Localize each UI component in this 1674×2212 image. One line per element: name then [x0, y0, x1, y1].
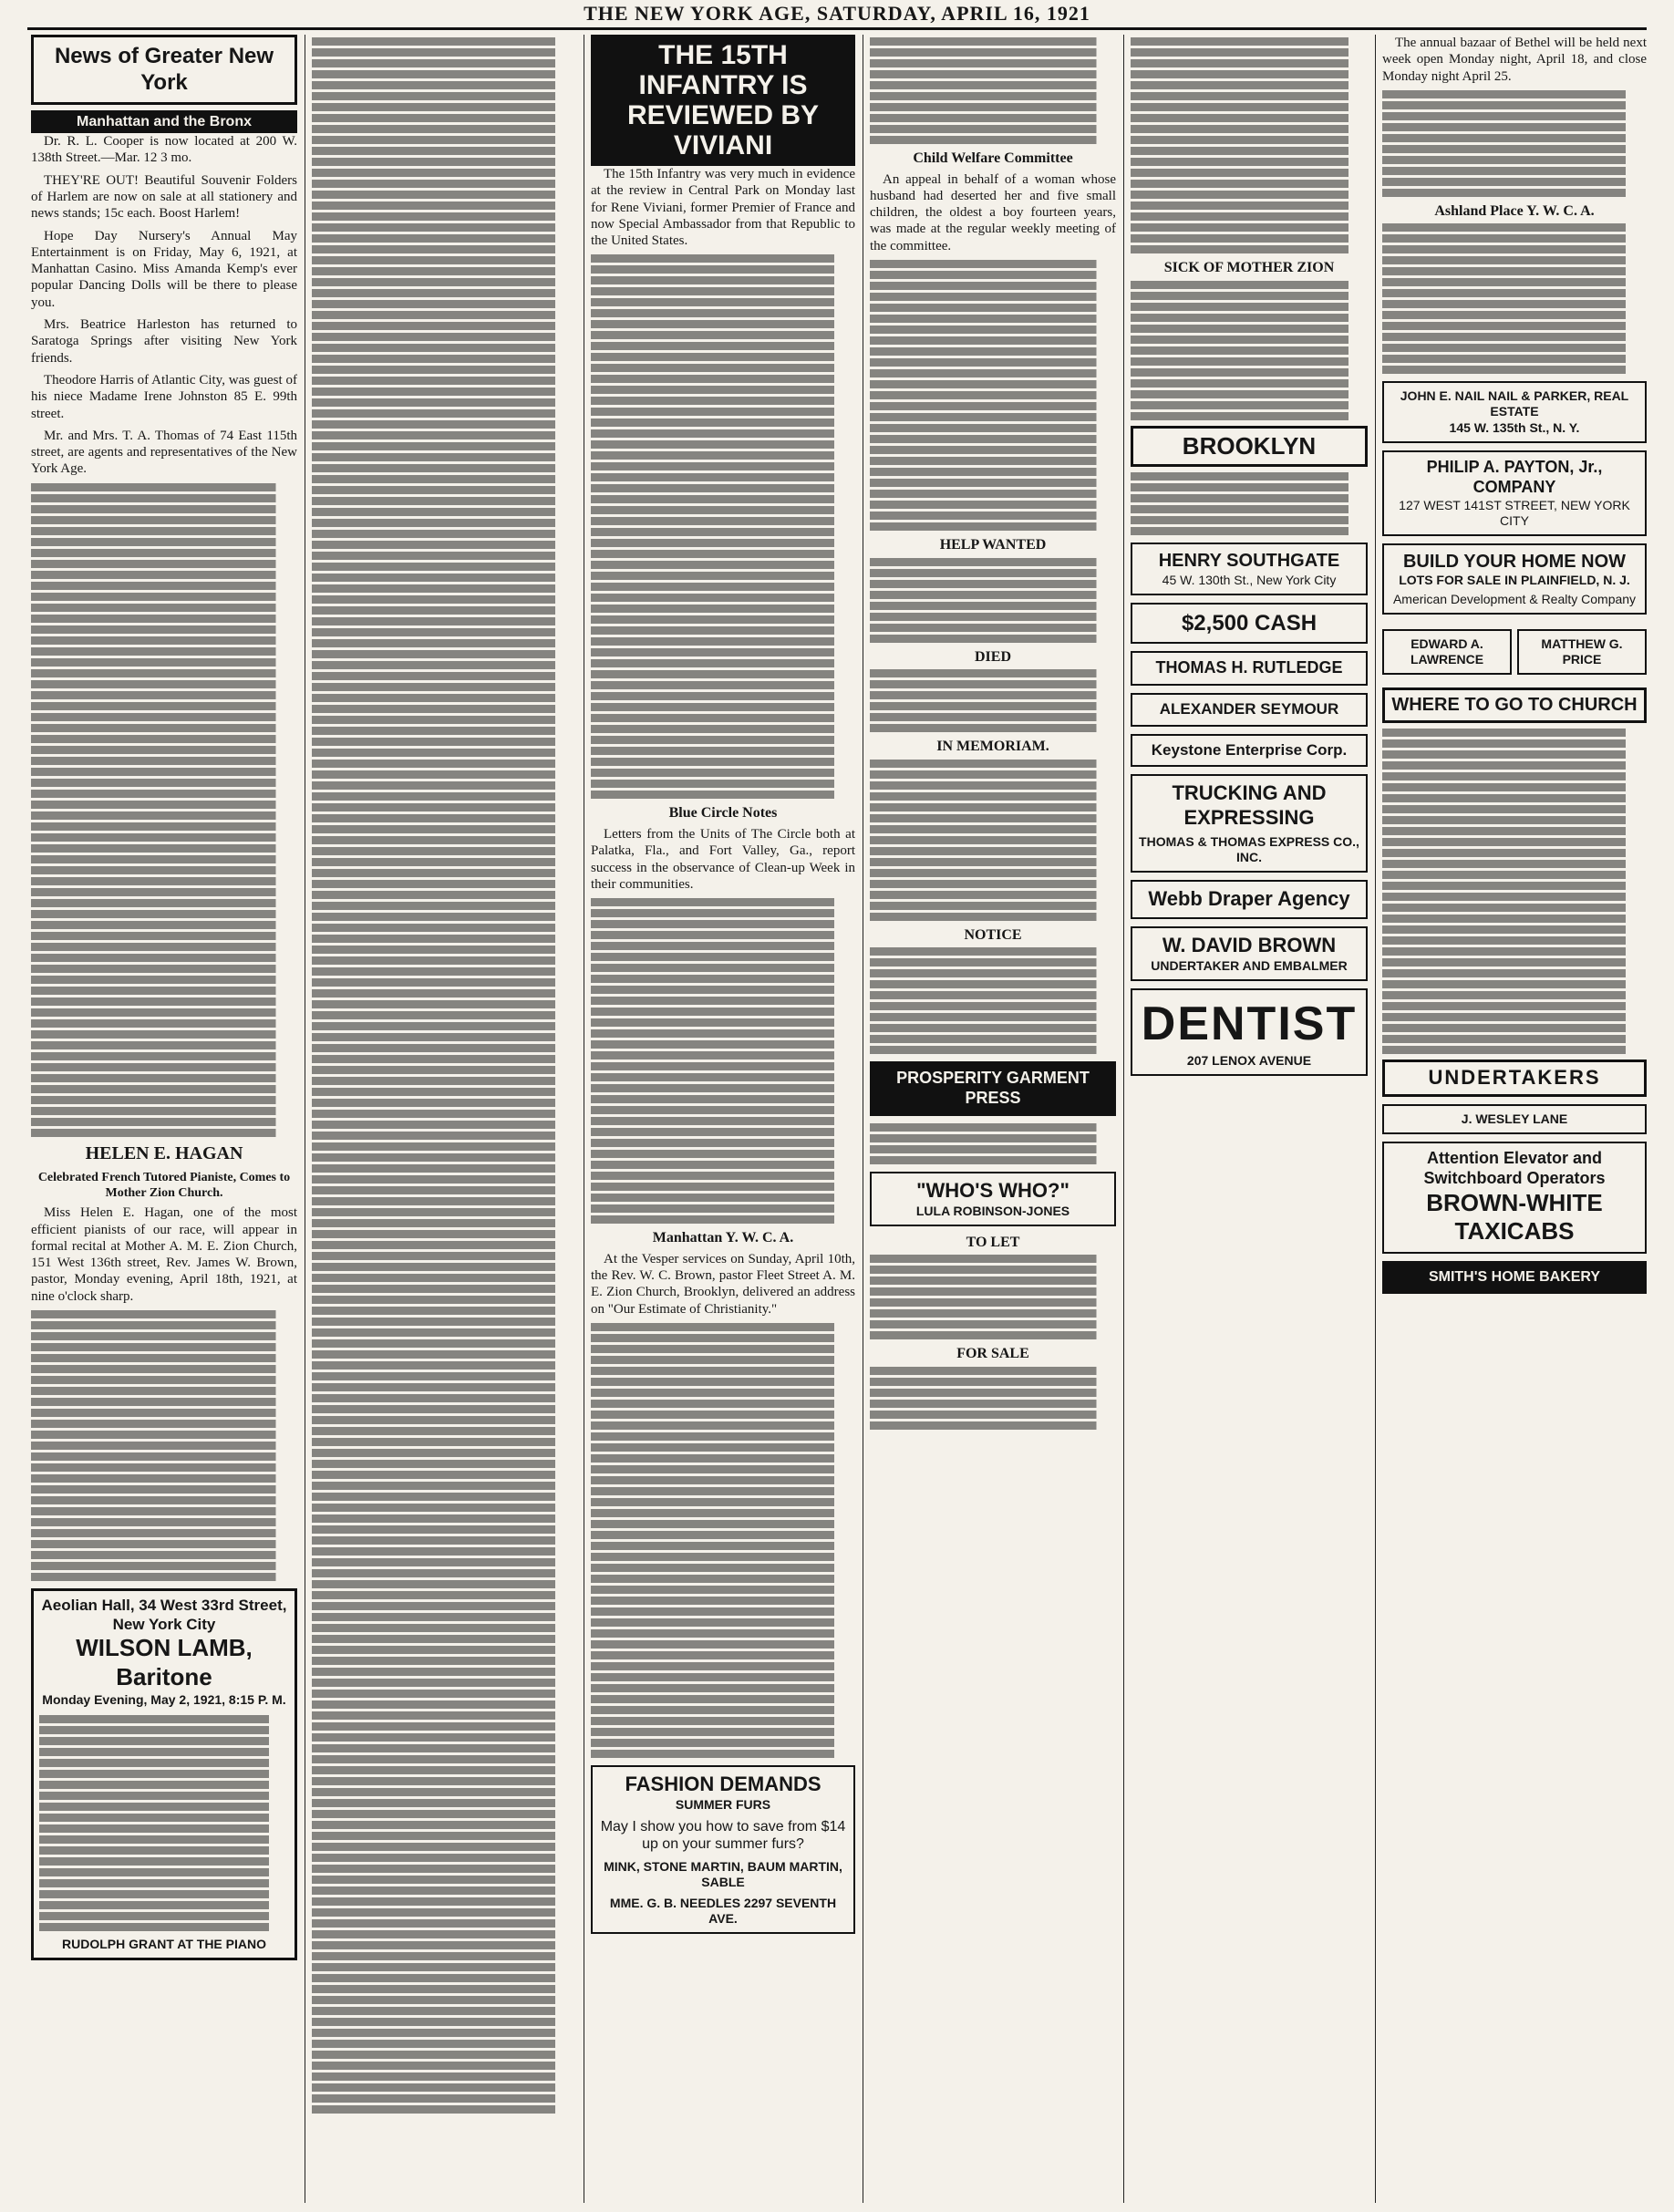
section-title: News of Greater New York [31, 35, 297, 105]
whos-who-ad: "WHO'S WHO?" LULA ROBINSON-JONES [870, 1172, 1116, 1226]
article-paragraph: An appeal in behalf of a woman whose husband had deserted her and five small children, the oldest a boy fourteen years, was made at the regular weekly meeting of the committee. [870, 171, 1116, 253]
column-5 [1131, 35, 1368, 2203]
text-block [1131, 37, 1368, 253]
memoriam-head: IN MEMORIAM. [936, 739, 1049, 755]
text-block [870, 37, 1116, 144]
cash-ad: $2,500 CASH [1131, 603, 1368, 644]
plainfield-ad: BUILD YOUR HOME NOW LOTS FOR SALE IN PLAINFIELD, N. J. American Development & Realty Company [1382, 543, 1647, 615]
infantry-headline: THE 15TH INFANTRY IS REVIEWED BY VIVIANI [591, 35, 855, 166]
to-let-head: TO LET [966, 1234, 1020, 1250]
child-welfare-headline: Child Welfare Committee [913, 150, 1073, 166]
text-block [31, 483, 297, 1137]
dentist-ad: DENTIST 207 LENOX AVENUE [1131, 988, 1368, 1077]
column-1 [31, 35, 297, 2203]
article-paragraph: Mrs. Beatrice Harleston has returned to Saratoga Springs after visiting New York friends. [31, 317, 297, 366]
prosperity-press-ad: PROSPERITY GARMENT PRESS [870, 1061, 1116, 1116]
southgate-ad: HENRY SOUTHGATE 45 W. 130th St., New York City [1131, 543, 1368, 594]
article-paragraph: Hope Day Nursery's Annual May Entertainment is on Friday, May 6, 1921, at Manhattan Casino. Miss Amanda Kemp's ever popular Dancing Dolls will be there to please you. [31, 228, 297, 310]
undertakers-head: UNDERTAKERS [1382, 1059, 1647, 1097]
nail-parker-ad: JOHN E. NAIL NAIL & PARKER, REAL ESTATE 145 W. 135th St., N. Y. [1382, 381, 1647, 442]
ymca-headline: Manhattan Y. W. C. A. [652, 1230, 794, 1246]
column-3 [591, 35, 855, 2203]
text-block [312, 37, 576, 2114]
column-4 [870, 35, 1116, 2203]
ashland-head: Ashland Place Y. W. C. A. [1434, 202, 1595, 219]
helen-subheadline: Celebrated French Tutored Pianiste, Comes to Mother Zion Church. [37, 1171, 291, 1201]
trucking-ad: TRUCKING AND EXPRESSING THOMAS & THOMAS EXPRESS CO., INC. [1131, 774, 1368, 873]
blue-circle-headline: Blue Circle Notes [668, 805, 778, 822]
column-6 [1382, 35, 1647, 2203]
bakery-ad: SMITH'S HOME BAKERY [1382, 1261, 1647, 1294]
help-wanted-head: HELP WANTED [939, 537, 1047, 553]
text-block [870, 260, 1116, 531]
sick-mother-zion-head: SICK OF MOTHER ZION [1163, 260, 1335, 275]
church-head: WHERE TO GO TO CHURCH [1382, 687, 1647, 722]
article-paragraph: Miss Helen E. Hagan, one of the most efficient pianists of our race, will appear in formal recital at Mother A. M. E. Zion Church, 151 West 136th street, Rev. James W. Brown, pastor, Monday evening, April 18th, 1921, at nine o'clock sharp. [31, 1205, 297, 1304]
taxicab-ad: Attention Elevator and Switchboard Operators BROWN-WHITE TAXICABS [1382, 1142, 1647, 1254]
article-paragraph: Mr. and Mrs. T. A. Thomas of 74 East 115th street, are agents and representatives of the New York Age. [31, 428, 297, 477]
brooklyn-head: BROOKLYN [1131, 426, 1368, 468]
lawrence-ad: EDWARD A. LAWRENCE [1382, 629, 1512, 675]
article-paragraph: Dr. R. L. Cooper is now located at 200 W. 138th Street.—Mar. 12 3 mo. [31, 134, 297, 166]
article-paragraph: The 15th Infantry was very much in evidence at the review in Central Park on Monday last for Rene Viviani, former Premier of France and now Special Ambassador from that Republic to the United States. [591, 167, 855, 249]
webb-draper-ad: Webb Draper Agency [1131, 880, 1368, 919]
text-block [591, 898, 855, 1224]
notice-head: NOTICE [964, 926, 1022, 943]
aeolian-title: Aeolian Hall, 34 West 33rd Street, New York City [41, 1597, 287, 1633]
died-head: DIED [974, 648, 1011, 665]
text-block [31, 1310, 297, 1581]
keystone-ad: Keystone Enterprise Corp. [1131, 734, 1368, 768]
article-paragraph: THEY'RE OUT! Beautiful Souvenir Folders of Harlem are now on sale at all stationery and news stands; 15c each. Boost Harlem! [31, 172, 297, 222]
rudolph-grant: RUDOLPH GRANT AT THE PIANO [62, 1937, 266, 1951]
section-subtitle: Manhattan and the Bronx [31, 110, 297, 134]
aeolian-hall-ad [31, 1588, 297, 1960]
masthead: THE NEW YORK AGE, SATURDAY, APRIL 16, 1921 [27, 0, 1647, 30]
helen-headline: HELEN E. HAGAN [85, 1142, 243, 1163]
rutledge-ad: THOMAS H. RUTLEDGE [1131, 651, 1368, 686]
lane-ad: J. WESLEY LANE [1382, 1104, 1647, 1134]
price-ad: MATTHEW G. PRICE [1517, 629, 1647, 675]
fashion-fur-ad: FASHION DEMANDS SUMMER FURS May I show you how to save from $14 up on your summer furs? MINK, STONE MARTIN, BAUM MARTIN, SABLE MME. G. B. NEEDLES 2297 SEVENTH AVE. [591, 1765, 855, 1934]
payton-ad: PHILIP A. PAYTON, Jr., COMPANY 127 WEST 141ST STREET, NEW YORK CITY [1382, 450, 1647, 536]
column-2 [312, 35, 576, 2203]
for-sale-head: FOR SALE [956, 1346, 1029, 1362]
article-paragraph: At the Vesper services on Sunday, April 10th, the Rev. W. C. Brown, pastor Fleet Street A. M. E. Zion Church, Brooklyn, delivered an address on "Our Estimate of Christianity." [591, 1251, 855, 1317]
text-block [591, 254, 855, 799]
seymour-ad: ALEXANDER SEYMOUR [1131, 693, 1368, 727]
wilson-lamb: WILSON LAMB, Baritone [76, 1634, 253, 1691]
david-brown-ad: W. DAVID BROWN UNDERTAKER AND EMBALMER [1131, 926, 1368, 981]
wilson-date: Monday Evening, May 2, 1921, 8:15 P. M. [42, 1691, 286, 1707]
article-paragraph: Theodore Harris of Atlantic City, was guest of his niece Madame Irene Johnston 85 E. 99th street. [31, 372, 297, 421]
article-paragraph: The annual bazaar of Bethel will be held next week open Monday night, April 18, and close Monday night April 25. [1382, 36, 1647, 84]
text-block [591, 1323, 855, 1758]
article-paragraph: Letters from the Units of The Circle both at Palatka, Fla., and Fort Valley, Ga., report success in the observance of Clean-up Week in their communities. [591, 827, 855, 892]
